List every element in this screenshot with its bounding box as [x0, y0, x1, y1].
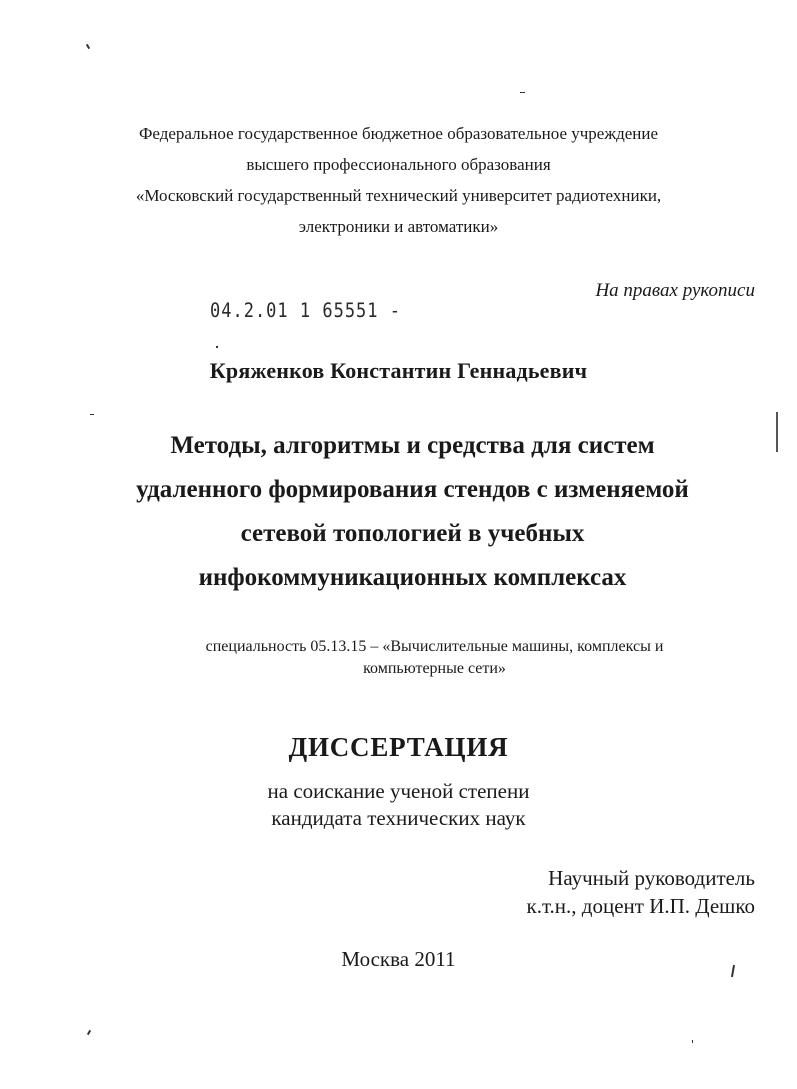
degree-line: кандидата технических наук — [271, 806, 526, 830]
scan-speck — [90, 414, 94, 415]
scan-speck — [520, 92, 525, 93]
degree-statement — [0, 778, 797, 832]
institution-line: высшего профессионального образования — [246, 155, 551, 174]
specialty — [36, 636, 797, 680]
supervisor-line: Научный руководитель — [548, 866, 755, 890]
institution-line: Федеральное государственное бюджетное образовательное учреждение — [138, 124, 659, 143]
scan-speck — [692, 1040, 693, 1043]
title-line: Методы, алгоритмы и средства для систем — [170, 432, 655, 459]
rights-note: На правах рукописи — [595, 280, 755, 301]
document-type: ДИССЕРТАЦИЯ — [288, 732, 509, 762]
degree-line: на соискание ученой степени — [267, 779, 530, 803]
city-year: Москва 2011 — [341, 947, 456, 971]
supervisor-block — [527, 864, 756, 920]
title-line: инфокоммуникационных комплексах — [198, 564, 627, 591]
supervisor-line: к.т.н., доцент И.П. Дешко — [526, 894, 755, 918]
registration-stamp: 04.2.01 1 65551 - — [210, 299, 401, 323]
scan-speck — [86, 44, 90, 49]
specialty-line: специальность 05.13.15 – «Вычислительные машины, комплексы и — [205, 638, 664, 655]
title-line: удаленного формирования стендов с изменяемой — [136, 476, 689, 503]
institution-line: электроники и автоматики» — [298, 217, 499, 236]
scan-speck — [216, 346, 218, 348]
dissertation-title — [14, 424, 797, 600]
author-name: Кряженков Константин Геннадьевич — [209, 358, 588, 383]
scan-speck — [87, 1030, 91, 1035]
institution-header — [0, 118, 797, 242]
specialty-line: компьютерные сети» — [363, 660, 506, 677]
institution-line: «Московский государственный технический университет радиотехники, — [135, 186, 662, 205]
title-line: сетевой топологией в учебных — [240, 520, 585, 547]
